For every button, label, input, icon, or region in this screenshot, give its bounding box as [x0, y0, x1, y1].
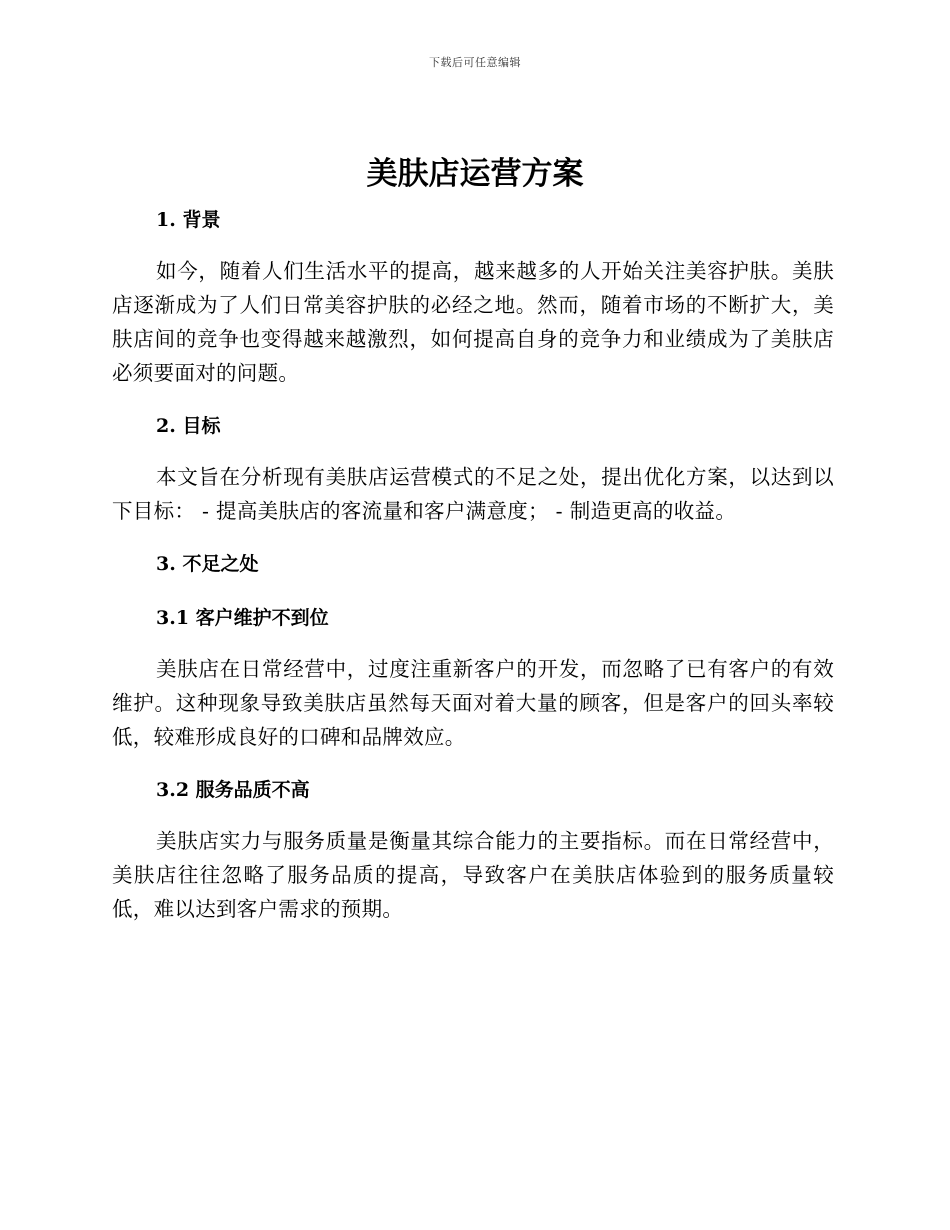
header-note: 下载后可任意编辑	[429, 56, 521, 69]
section-heading: 2. 目标	[156, 415, 221, 437]
document-title: 美肤店运营方案	[366, 156, 584, 192]
section-customer-maintenance	[112, 598, 834, 770]
section-heading: 3.2 服务品质不高	[156, 779, 310, 801]
section-background	[112, 200, 834, 406]
section-paragraph: 美肤店在日常经营中，过度注重新客户的开发，而忽略了已有客户的有效维护。这种现象导致美肤店虽然每天面对着大量的顾客，但是客户的回头率较低，较难形成良好的口碑和品牌效应。	[112, 657, 834, 749]
section-goals	[112, 406, 834, 544]
section-paragraph: 本文旨在分析现有美肤店运营模式的不足之处，提出优化方案，以达到以下目标： - 提高美肤店的客流量和客户满意度； - 制造更高的收益。	[112, 465, 834, 523]
section-paragraph: 美肤店实力与服务质量是衡量其综合能力的主要指标。而在日常经营中，美肤店往往忽略了服务品质的提高，导致客户在美肤店体验到的服务质量较低，难以达到客户需求的预期。	[112, 829, 834, 921]
document-body	[112, 200, 834, 926]
section-heading: 1. 背景	[156, 209, 221, 231]
section-shortcomings	[112, 544, 834, 598]
section-heading: 3. 不足之处	[156, 553, 259, 575]
section-paragraph: 如今，随着人们生活水平的提高，越来越多的人开始关注美容护肤。美肤店逐渐成为了人们日常美容护肤的必经之地。然而，随着市场的不断扩大，美肤店间的竞争也变得越来越激烈，如何提高自身的竞争力和业绩成为了美肤店必须要面对的问题。	[112, 259, 834, 385]
section-service-quality	[112, 770, 834, 926]
section-heading: 3.1 客户维护不到位	[156, 607, 329, 629]
